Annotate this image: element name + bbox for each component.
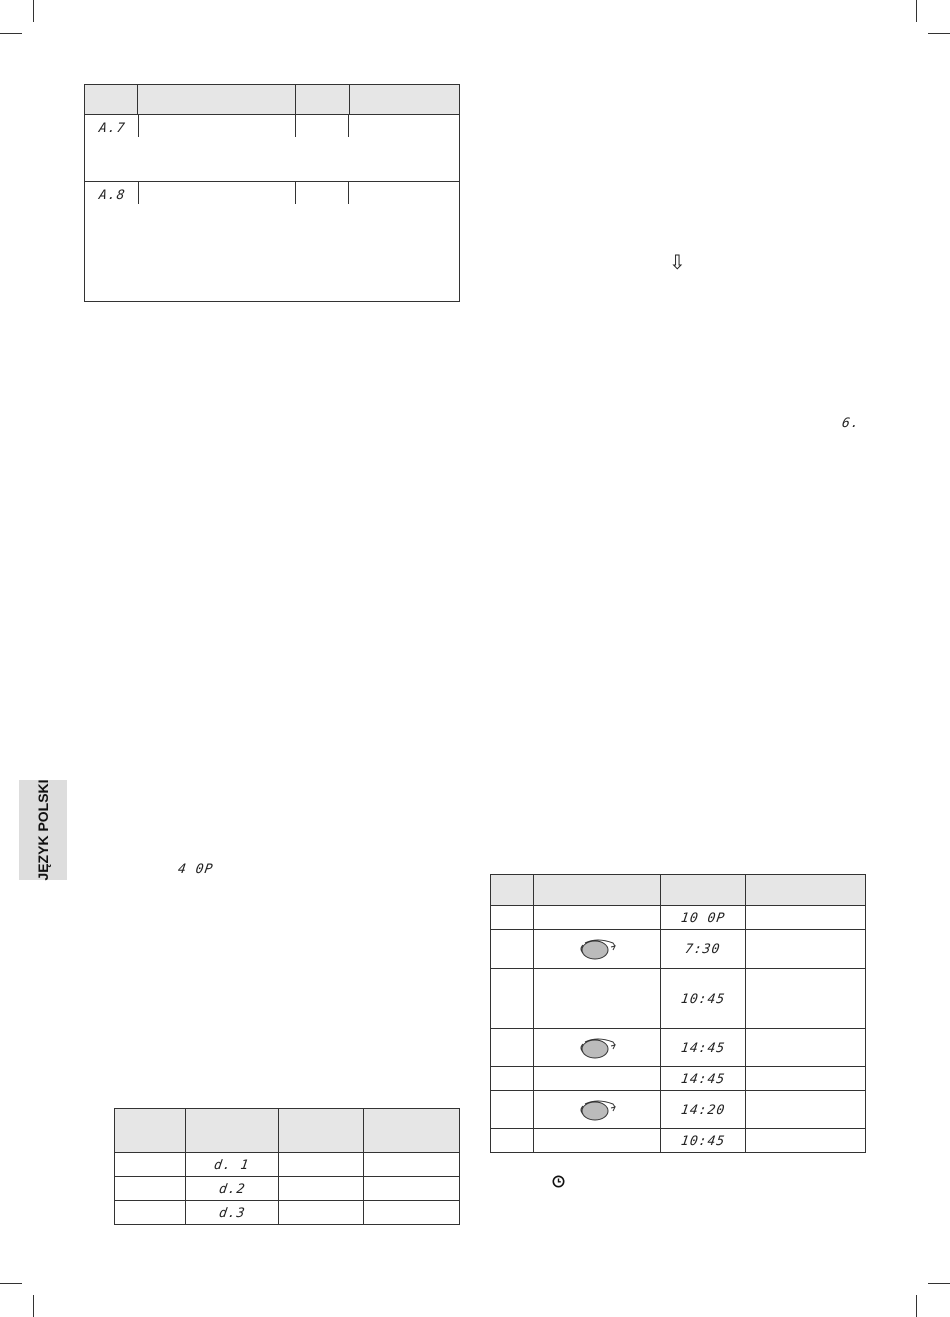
timer-table [490, 874, 866, 1153]
language-tab-label: JĘZYK POLSKI [35, 779, 51, 881]
table-cell [534, 1129, 661, 1153]
table-cell [491, 930, 534, 969]
table-cell [115, 1201, 186, 1225]
table-cell [491, 906, 534, 930]
table-cell [746, 1091, 866, 1129]
table-cell [491, 1129, 534, 1153]
table-cell [746, 1029, 866, 1067]
header-cell [661, 875, 746, 906]
display-cell: 10:45 [661, 969, 746, 1029]
table-cell [491, 1067, 534, 1091]
display-cell: 14:45 [661, 1067, 746, 1091]
rotate-knob-icon [575, 1098, 619, 1122]
table-cell [746, 930, 866, 969]
d-setting-table [114, 1108, 460, 1225]
table-row [491, 1129, 866, 1153]
table-cell [491, 1091, 534, 1129]
table-cell [279, 1201, 364, 1225]
crop-mark [33, 0, 34, 22]
table-row [85, 115, 460, 182]
table-row [115, 1201, 460, 1225]
header-cell [279, 1109, 364, 1153]
knob-cell [534, 930, 661, 969]
table-row [491, 1029, 866, 1067]
crop-mark [928, 1283, 950, 1284]
rotate-knob-icon [575, 1036, 619, 1060]
header-cell [364, 1109, 460, 1153]
table-cell [364, 1201, 460, 1225]
table-row [491, 930, 866, 969]
table-cell [491, 969, 534, 1029]
table-row [491, 969, 866, 1029]
table-cell [534, 906, 661, 930]
table-row [115, 1177, 460, 1201]
header-cell [138, 85, 296, 115]
header-cell [350, 85, 460, 115]
table-cell [746, 1067, 866, 1091]
table-cell [279, 1177, 364, 1201]
header-cell [746, 875, 866, 906]
table-row [115, 1153, 460, 1177]
error-code-table [84, 84, 460, 302]
display-cell: d. 1 [186, 1153, 279, 1177]
table-cell [534, 969, 661, 1029]
display-cell: 7:30 [661, 930, 746, 969]
table-header-row [491, 875, 866, 906]
knob-cell [534, 1029, 661, 1067]
header-cell [296, 85, 350, 115]
display-cell [85, 182, 138, 302]
table-cell [746, 906, 866, 930]
header-cell [186, 1109, 279, 1153]
table-header-row [115, 1109, 460, 1153]
display-cell: d.2 [186, 1177, 279, 1201]
rotate-knob-icon [575, 937, 619, 961]
table-cell [115, 1177, 186, 1201]
clock-icon [552, 1175, 565, 1188]
table-row [85, 182, 460, 302]
row-body [138, 115, 460, 182]
header-cell [115, 1109, 186, 1153]
display-cell: 10 0P [661, 906, 746, 930]
table-row [491, 1067, 866, 1091]
header-cell [491, 875, 534, 906]
table-cell [491, 1029, 534, 1067]
crop-mark [916, 0, 917, 22]
table-row [491, 906, 866, 930]
table-cell [746, 969, 866, 1029]
display-code: A.7 [97, 121, 127, 136]
header-cell [534, 875, 661, 906]
table-cell [279, 1153, 364, 1177]
row-body [138, 182, 460, 302]
display-cell: 14:20 [661, 1091, 746, 1129]
display-cell [85, 115, 138, 182]
header-cell [85, 85, 138, 115]
crop-mark [0, 1283, 22, 1284]
inline-display: 4 0P [176, 862, 215, 877]
table-cell [364, 1177, 460, 1201]
inline-display: 6. [840, 416, 861, 431]
language-tab [19, 780, 67, 880]
down-arrow-icon: ⇩ [669, 250, 686, 274]
table-cell [534, 1067, 661, 1091]
table-cell [746, 1129, 866, 1153]
knob-cell [534, 1091, 661, 1129]
crop-mark [928, 33, 950, 34]
display-cell: 10:45 [661, 1129, 746, 1153]
crop-mark [33, 1295, 34, 1317]
display-cell: d.3 [186, 1201, 279, 1225]
crop-mark [0, 33, 22, 34]
table-header-row [85, 85, 460, 115]
crop-mark [916, 1295, 917, 1317]
table-row [491, 1091, 866, 1129]
display-code: A.8 [97, 188, 127, 203]
table-cell [115, 1153, 186, 1177]
display-cell: 14:45 [661, 1029, 746, 1067]
table-cell [364, 1153, 460, 1177]
